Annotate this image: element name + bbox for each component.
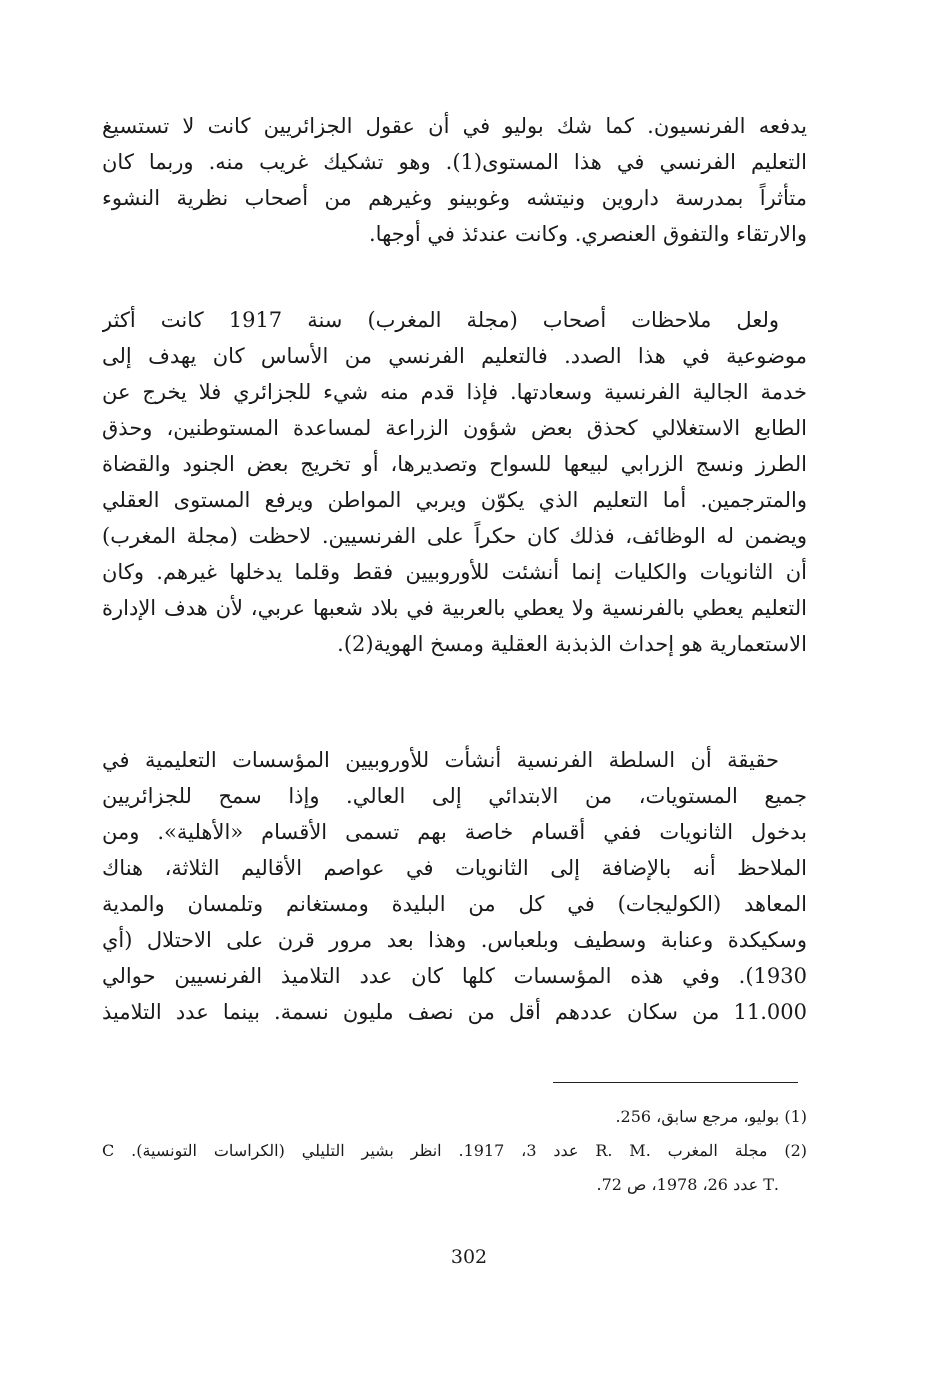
paragraph-3 [102,742,807,1030]
text-line: المعاهد (الكوليجات) في كل من البليدة ومستغانم وتلمسان والمدية [102,892,807,916]
paragraph-2 [102,302,807,662]
text-line: جميع المستويات، من الابتدائي إلى العالي. وإذا سمح للجزائريين [102,784,807,808]
text-line: الطرز ونسج الزرابي لبيعها للسواح وتصديرها، أو تخريج بعض الجنود والقضاة [102,452,807,476]
text-line: والمترجمين. أما التعليم الذي يكوّن ويربي المواطن ويرفع المستوى العقلي [102,488,807,512]
text-line: خدمة الجالية الفرنسية وسعادتها. فإذا قدم منه شيء للجزائري فلا يخرج عن [102,380,807,404]
text-line: موضوعية في هذا الصدد. فالتعليم الفرنسي من الأساس كان يهدف إلى [102,344,807,368]
page-number: 302 [450,1246,488,1268]
footnote-1: (1) بوليو، مرجع سابق، 256. [615,1107,807,1126]
text-line: أن الثانويات والكليات إنما أنشئت للأوروبيين فقط وقلما يدخلها غيرهم. وكان [102,560,807,584]
text-line: التعليم يعطي بالفرنسية ولا يعطي بالعربية في بلاد شعبها عربي، لأن هدف الإدارة [102,596,807,620]
text-line: ويضمن له الوظائف، فذلك كان حكراً على الفرنسيين. لاحظت (مجلة المغرب) [102,524,807,548]
footnote-2-continued: .T عدد 26، 1978، ص 72. [596,1175,779,1194]
text-line: حقيقة أن السلطة الفرنسية أنشأت للأوروبيين المؤسسات التعليمية في [102,748,779,772]
text-line: يدفعه الفرنسيون. كما شك بوليو في أن عقول الجزائريين كانت لا تستسيغ [102,114,807,138]
footnotes [102,1100,807,1202]
text-line: التعليم الفرنسي في هذا المستوى(1). وهو تشكيك غريب منه. وربما كان [102,150,807,174]
text-line: متأثراً بمدرسة داروين ونيتشه وغوبينو وغيرهم من أصحاب نظرية النشوء [102,186,807,210]
text-line: بدخول الثانويات ففي أقسام خاصة بهم تسمى الأقسام «الأهلية». ومن [102,820,807,844]
text-line: وسكيكدة وعنابة وسطيف وبلعباس. وهذا بعد مرور قرن على الاحتلال (أي [102,928,807,952]
text-line: 11.000 من سكان عددهم أقل من نصف مليون نسمة. بينما عدد التلاميذ [102,1000,807,1024]
text-line: الطابع الاستغلالي كحذق بعض شؤون الزراعة لمساعدة المستوطنين، وحذق [102,416,807,440]
footnote-2: (2) مجلة المغرب .R. M عدد 3، 1917. انظر بشير التليلي (الكراسات التونسية). C [102,1141,807,1160]
text-line: ولعل ملاحظات أصحاب (مجلة المغرب) سنة 1917 كانت أكثر [102,308,780,332]
text-line: 1930). وفي هذه المؤسسات كلها كان عدد التلاميذ الفرنسيين حوالي [102,964,807,988]
text-line: والارتقاء والتفوق العنصري. وكانت عندئذ في أوجها. [369,222,807,246]
text-line: الاستعمارية هو إحداث الذبذبة العقلية ومسخ الهوية(2). [337,632,807,656]
footnote-divider [553,1082,798,1083]
paragraph-1 [102,108,807,252]
text-line: الملاحظ أنه بالإضافة إلى الثانويات في عواصم الأقاليم الثلاثة، هناك [102,856,807,880]
